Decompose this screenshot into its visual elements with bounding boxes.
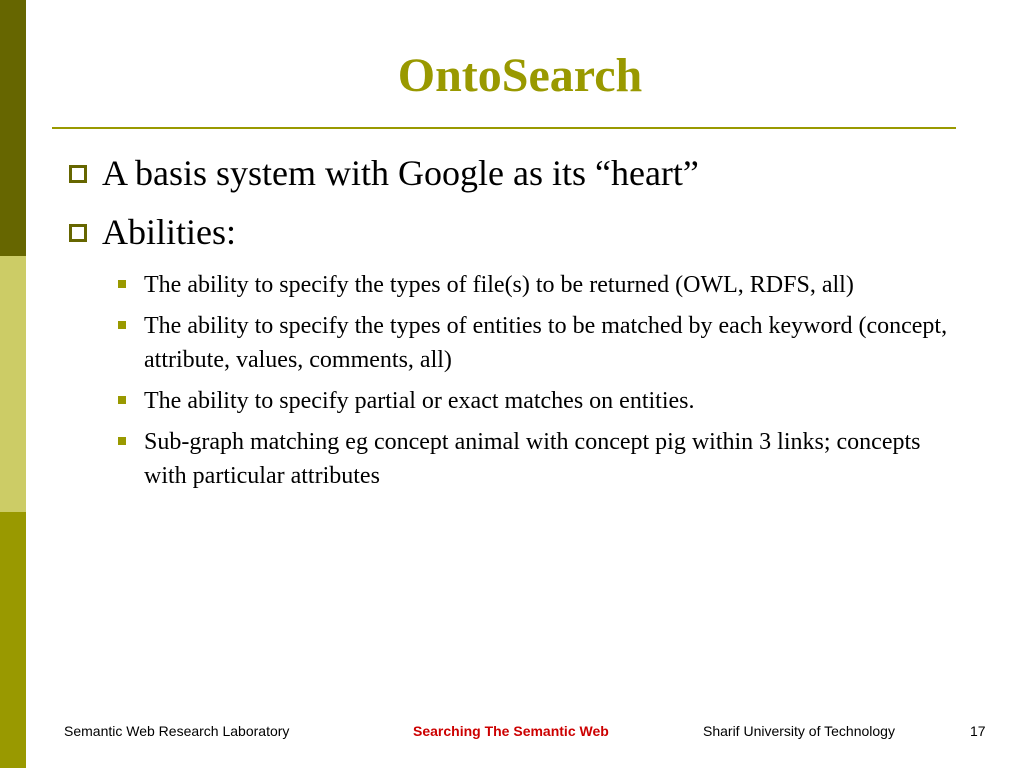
sub-bullet-item	[118, 425, 954, 493]
hollow-square-bullet-icon	[69, 165, 87, 183]
sub-bullet-item	[118, 309, 954, 377]
sub-bullet-text: The ability to specify the types of file(s) to be returned (OWL, RDFS, all)	[144, 272, 854, 298]
footer-presentation-title: Searching The Semantic Web	[413, 723, 609, 739]
bullet-item	[64, 209, 954, 255]
title-divider	[52, 127, 956, 129]
hollow-square-bullet-icon	[69, 224, 87, 242]
slide-number: 17	[970, 723, 986, 739]
sub-bullet-text: The ability to specify the types of entities to be matched by each keyword (concept, attribute, values, comments, all)	[144, 313, 948, 373]
left-band-top	[0, 0, 26, 256]
filled-square-bullet-icon	[118, 396, 126, 404]
filled-square-bullet-icon	[118, 280, 126, 288]
bullet-item	[64, 150, 954, 196]
left-band-middle	[0, 256, 26, 512]
left-band-bottom	[0, 512, 26, 768]
slide-content	[64, 150, 954, 500]
footer-university: Sharif University of Technology	[703, 723, 895, 739]
sub-bullet-text: The ability to specify partial or exact matches on entities.	[144, 388, 695, 414]
sub-bullet-item	[118, 268, 954, 302]
bullet-text: Abilities:	[102, 212, 236, 252]
footer-organization: Semantic Web Research Laboratory	[64, 723, 290, 739]
filled-square-bullet-icon	[118, 321, 126, 329]
sub-bullet-list	[118, 268, 954, 493]
filled-square-bullet-icon	[118, 437, 126, 445]
slide-title: OntoSearch	[397, 49, 643, 102]
sub-bullet-text: Sub-graph matching eg concept animal with concept pig within 3 links; concepts with particular attributes	[144, 429, 921, 489]
bullet-text: A basis system with Google as its “heart”	[102, 153, 699, 193]
sub-bullet-item	[118, 384, 954, 418]
